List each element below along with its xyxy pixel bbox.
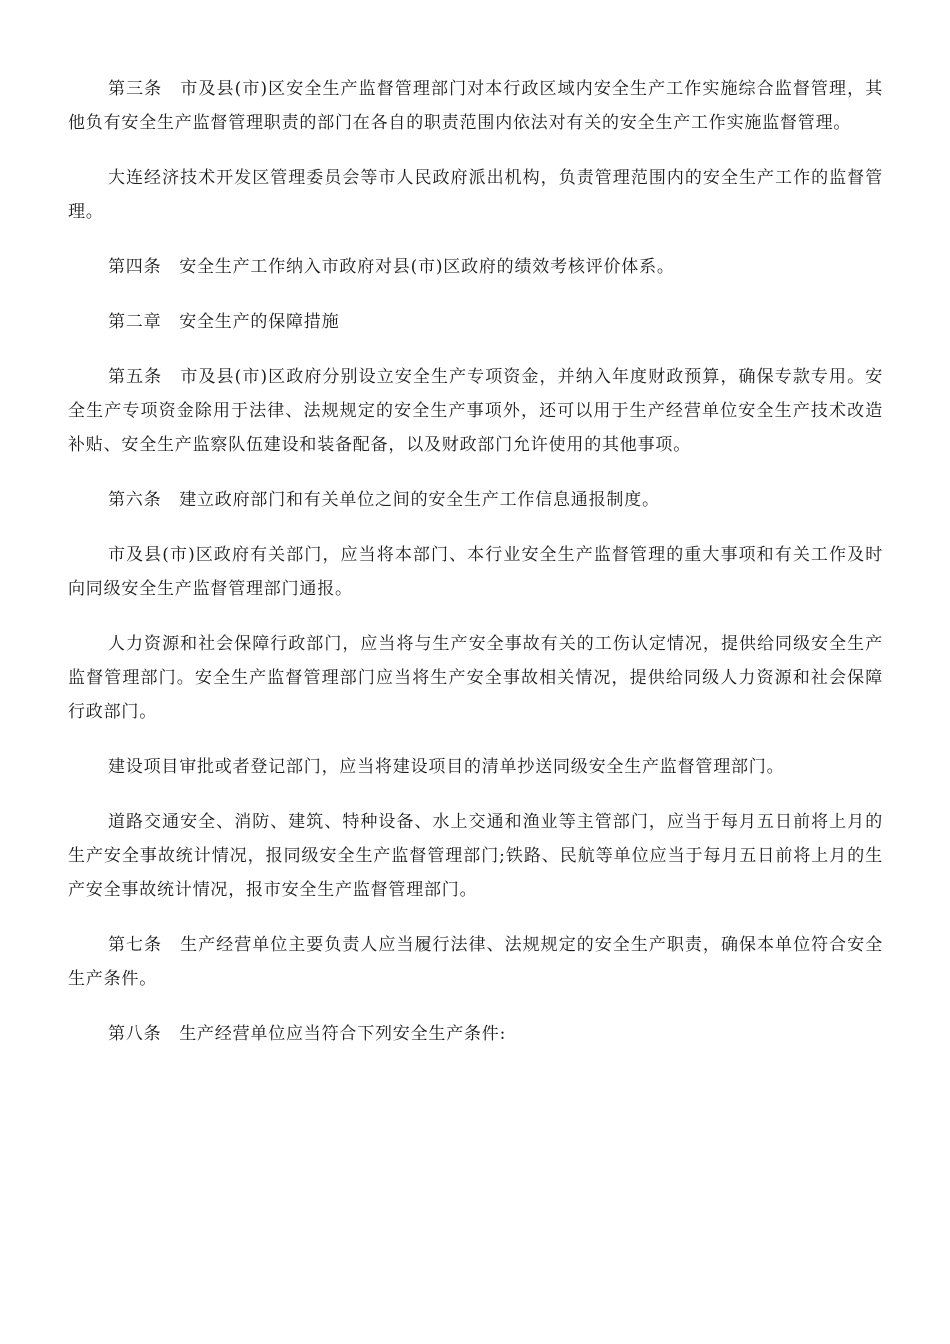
chapter-2-heading: 第二章 安全生产的保障措施: [108, 312, 340, 332]
document-body: [68, 72, 883, 1072]
article-3-paragraph: 第三条 市及县(市)区安全生产监督管理部门对本行政区域内安全生产工作实施综合监督管理，其他负有安全生产监督管理职责的部门在各自的职责范围内依法对有关的安全生产工作实施监督管理。: [68, 79, 883, 133]
dalian-development-zone-paragraph: 大连经济技术开发区管理委员会等市人民政府派出机构，负责管理范围内的安全生产工作的监督管理。: [68, 168, 883, 222]
department-reporting-paragraph: 市及县(市)区政府有关部门，应当将本部门、本行业安全生产监督管理的重大事项和有关工作及时向同级安全生产监督管理部门通报。: [68, 545, 883, 599]
article-7-paragraph: 第七条 生产经营单位主要负责人应当履行法律、法规规定的安全生产职责，确保本单位符合安全生产条件。: [68, 935, 883, 989]
article-6-paragraph: 第六条 建立政府部门和有关单位之间的安全生产工作信息通报制度。: [108, 490, 660, 510]
human-resources-paragraph: 人力资源和社会保障行政部门，应当将与生产安全事故有关的工伤认定情况，提供给同级安全生产监督管理部门。安全生产监督管理部门应当将生产安全事故相关情况，提供给同级人力资源和社会保障行政部门。: [68, 634, 883, 722]
construction-project-paragraph: 建设项目审批或者登记部门，应当将建设项目的清单抄送同级安全生产监督管理部门。: [108, 757, 785, 777]
accident-statistics-paragraph: 道路交通安全、消防、建筑、特种设备、水上交通和渔业等主管部门，应当于每月五日前将上月的生产安全事故统计情况，报同级安全生产监督管理部门;铁路、民航等单位应当于每月五日前将上月的生产安全事故统计情况，报市安全生产监督管理部门。: [68, 812, 883, 900]
article-4-paragraph: 第四条 安全生产工作纳入市政府对县(市)区政府的绩效考核评价体系。: [108, 257, 675, 277]
article-5-paragraph: 第五条 市及县(市)区政府分别设立安全生产专项资金，并纳入年度财政预算，确保专款专用。安全生产专项资金除用于法律、法规规定的安全生产事项外，还可以用于生产经营单位安全生产技术改造补贴、安全生产监察队伍建设和装备配备，以及财政部门允许使用的其他事项。: [68, 367, 883, 455]
article-8-paragraph: 第八条 生产经营单位应当符合下列安全生产条件:: [108, 1024, 507, 1044]
